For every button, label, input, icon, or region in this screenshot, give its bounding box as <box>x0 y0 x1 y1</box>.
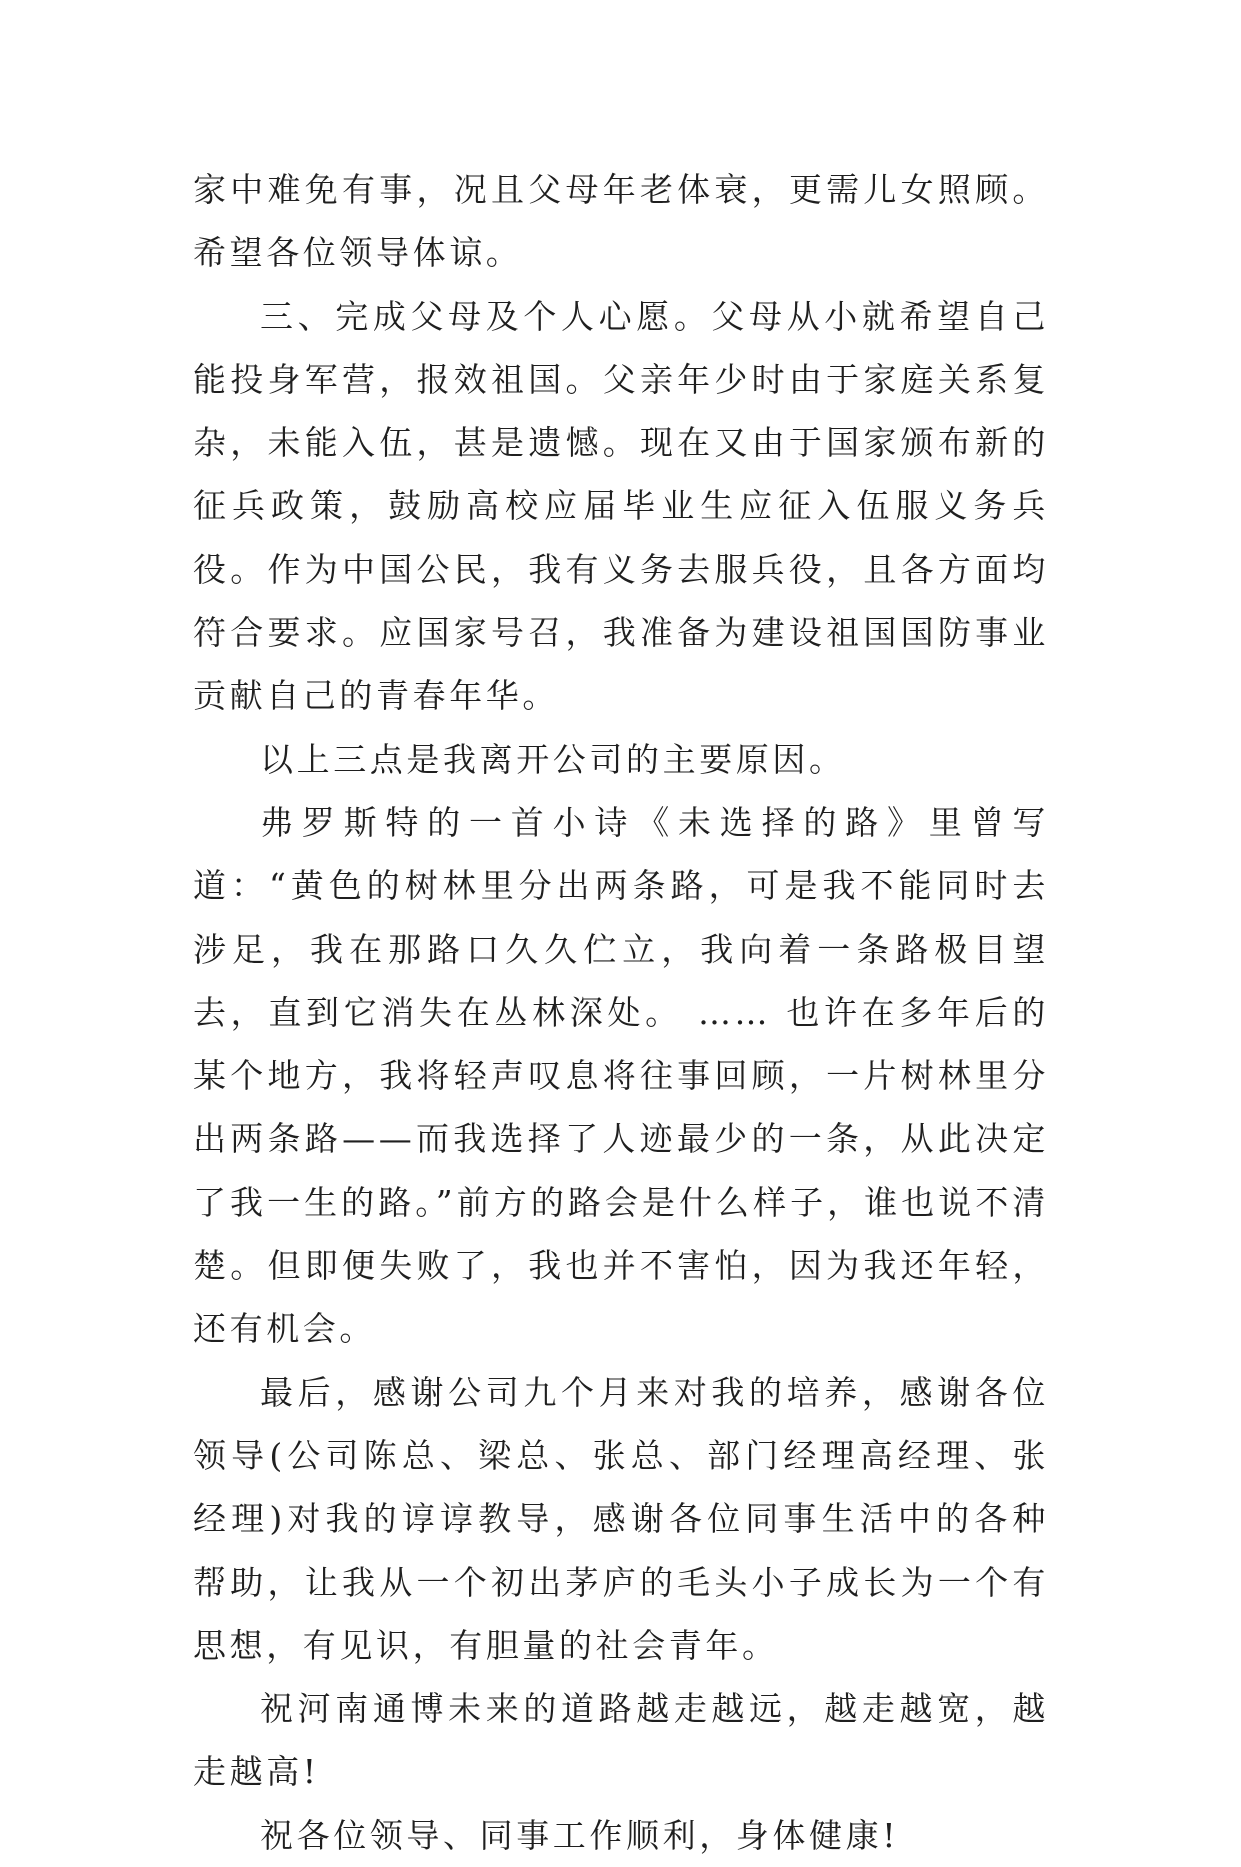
document-body <box>193 158 1049 1867</box>
paragraph-poem-quote: 弗罗斯特的一首小诗《未选择的路》里曾写道：“黄色的树林里分出两条路，可是我不能同时去涉足，我在那路口久久伫立，我向着一条路极目望去，直到它消失在丛林深处。 …… 也许在多年后的某个地方，我将轻声叹息将往事回顾，一片树林里分出两条路——而我选择了人迹最少的一条，从此决定了我一生的路。”前方的路会是什么样子，谁也说不清楚。但即便失败了，我也并不害怕，因为我还年轻，还有机会。 <box>193 802 1049 1349</box>
paragraph-reason-three: 三、完成父母及个人心愿。父母从小就希望自己能投身军营，报效祖国。父亲年少时由于家庭关系复杂，未能入伍，甚是遗憾。现在又由于国家颁布新的征兵政策，鼓励高校应届毕业生应征入伍服义务兵役。作为中国公民，我有义务去服兵役，且各方面均符合要求。应国家号召，我准备为建设祖国国防事业贡献自己的青春年华。 <box>193 296 1049 716</box>
paragraph-wish-colleagues: 祝各位领导、同事工作顺利，身体健康! <box>260 1815 900 1855</box>
paragraph-summary: 以上三点是我离开公司的主要原因。 <box>260 739 846 779</box>
paragraph-family-reason-end: 家中难免有事，况且父母年老体衰，更需儿女照顾。希望各位领导体谅。 <box>193 170 1049 273</box>
paragraph-thanks: 最后，感谢公司九个月来对我的培养，感谢各位领导(公司陈总、梁总、张总、部门经理高经理、张经理)对我的谆谆教导，感谢各位同事生活中的各种帮助，让我从一个初出茅庐的毛头小子成长为一个有思想，有见识，有胆量的社会青年。 <box>193 1372 1049 1665</box>
paragraph-wish-company: 祝河南通博未来的道路越走越远，越走越宽，越走越高! <box>193 1689 1049 1792</box>
